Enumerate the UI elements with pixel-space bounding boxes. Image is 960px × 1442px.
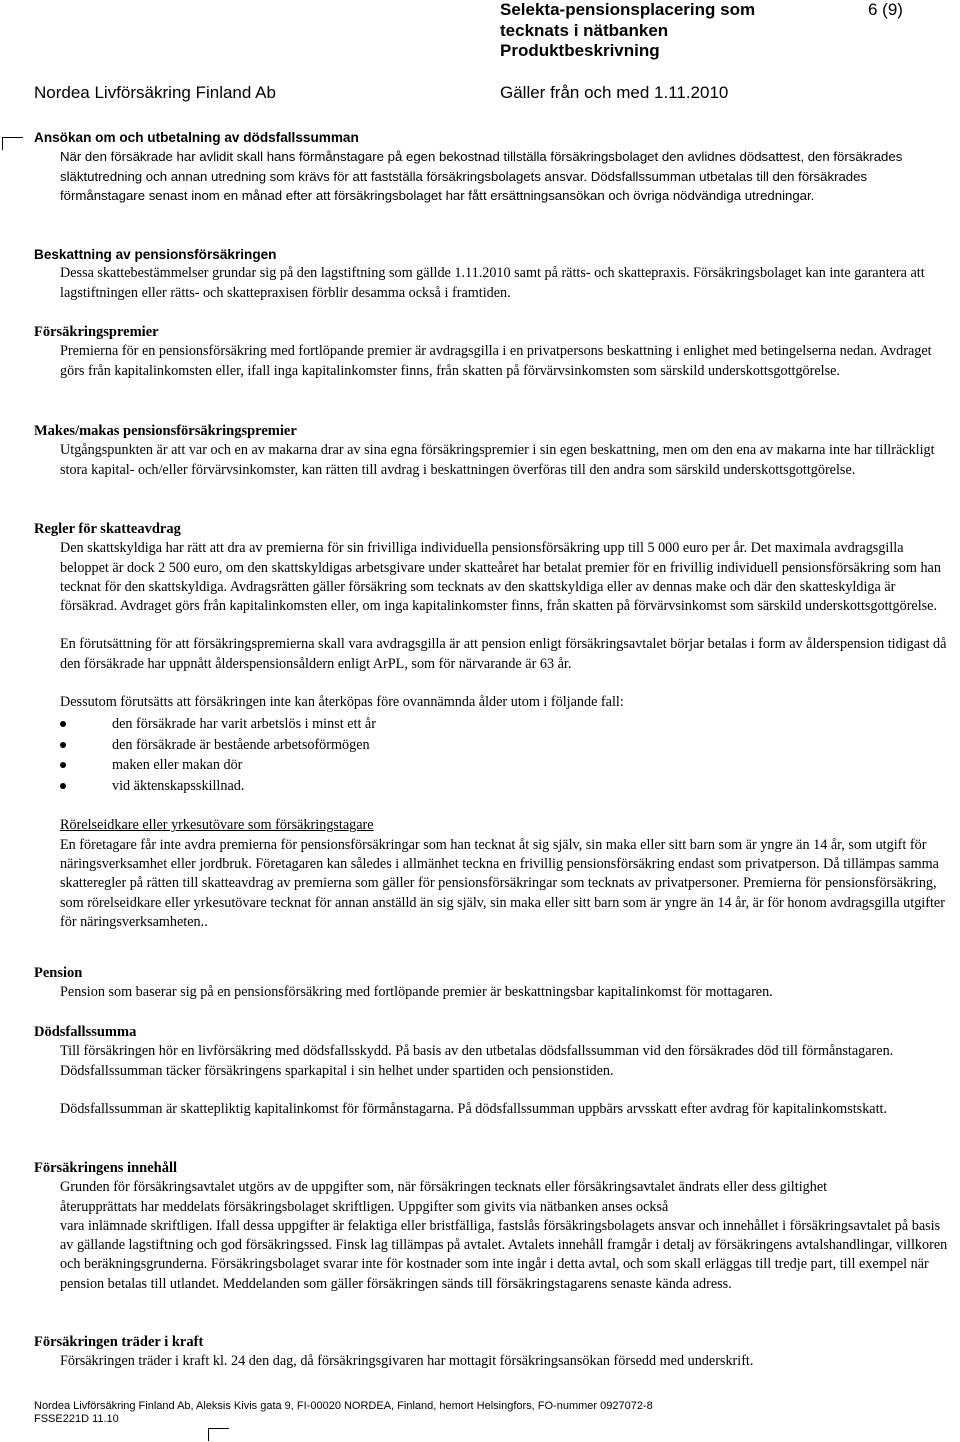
section-heading: Ansökan om och utbetalning av dödsfallssumman: [34, 130, 359, 145]
section-text: Premierna för en pensionsförsäkring med fortlöpande premier är avdragsgilla i en privatpersons beskattning i enlighet med betingelserna nedan. Avdraget görs från kapitalinkomsten eller, ifall inga kapitalinkomster finns, från skatten på förvärvsinkomsten som särskild underskottsgottgörelse.: [60, 343, 932, 379]
section-heading: Dödsfallssumma: [34, 1024, 137, 1040]
content-line-2: återupprättats har meddelats försäkringsbolaget skriftligen. Uppgifter som givits via nätbanken anses också: [60, 1198, 669, 1215]
section-heading: Försäkringen träder i kraft: [34, 1334, 204, 1350]
section-in-force: [34, 1333, 954, 1372]
content-line-1: Grunden för försäkringsavtalet utgörs av de uppgifter som, när försäkringen tecknats eller försäkringsavtalet ändrats eller dess giltighet: [60, 1179, 828, 1196]
section-death-sum: [34, 1023, 954, 1119]
section-text: Pension som baserar sig på en pensionsförsäkring med fortlöpande premier är beskattningsbar kapitalinkomst för mottagaren.: [60, 984, 773, 1001]
list-item: den försäkrade är bestående arbetsoförmögen: [60, 735, 954, 756]
section-spouse-premiums: [34, 422, 954, 480]
document-title: [500, 0, 755, 62]
section-taxation: [34, 245, 954, 303]
document-title-line-2: tecknats i nätbanken: [500, 20, 669, 40]
section-premiums: [34, 323, 954, 381]
list-item: maken eller makan dör: [60, 755, 954, 776]
section-application: [34, 128, 954, 205]
section-pension: [34, 964, 954, 1003]
footer-code: FSSE221D 11.10: [34, 1413, 119, 1425]
exception-list: [60, 714, 954, 796]
list-item: den försäkrade har varit arbetslös i minst ett år: [60, 714, 954, 735]
footer: [34, 1400, 653, 1426]
entrepreneur-subheading: Rörelseidkare eller yrkesutövare som försäkringstagare: [60, 817, 374, 834]
document-title-line-1: Selekta-pensionsplacering som: [500, 0, 756, 19]
tax-rules-paragraph-2: En förutsättning för att försäkringspremierna skall vara avdragsgilla är att pension enligt försäkringsavtalet börjar betalas i form av ålderspension tidigast då den försäkrade har uppnått ålderspensionsåldern enligt ArPL, som för närvarande är 63 år.: [60, 636, 947, 672]
death-sum-paragraph-1: Till försäkringen hör en livförsäkring med dödsfallsskydd. På basis av den utbetalas dödsfallssumman vid den försäkrades död till förmånstagaren. Dödsfallssumman täcker försäkringens sparkapital i sin helhet under spartiden och pensionstiden.: [60, 1043, 894, 1079]
document-title-line-3: Produktbeskrivning: [500, 41, 660, 60]
content-text: vara inlämnade skriftligen. Ifall dessa uppgifter är felaktiga eller bristfälliga, fastslås försäkringsbolagets ansvar och innehållet i försäkringsavtalet på basis av gällande lagstiftning och god försäkringssed. Finsk lag tillämpas på avtalet. Avtalets innehåll framgår i detalj av försäkringens avtalshandlingar, villkoren och beräkningsgrunderna. Försäkringsbolaget svarar inte för kostnader som inte ingår i detta avtal, och som skall erläggas till tredje part, till exempel när pension betalas till utlandet. Meddelanden som gäller försäkringen sänds till försäkringstagarens senaste kända adress.: [60, 1217, 948, 1292]
section-heading: Regler för skatteavdrag: [34, 521, 181, 537]
corner-mark-bottom: [208, 1428, 229, 1441]
tax-rules-paragraph-3: Dessutom förutsätts att försäkringen inte kan återköpas före ovannämnda ålder utom i följande fall:: [60, 694, 624, 711]
section-heading: Pension: [34, 965, 83, 981]
section-text: Försäkringen träder i kraft kl. 24 den dag, då försäkringsgivaren har mottagit försäkringsansökan försedd med underskrift.: [60, 1353, 754, 1370]
section-text: Dessa skattebestämmelser grundar sig på den lagstiftning som gällde 1.11.2010 samt på rätts- och skattepraxis. Försäkringsbolaget kan inte garantera att lagstiftningen eller rätts- och skattepraxisen förblir desamma också i framtiden.: [60, 265, 925, 301]
section-heading: Makes/makas pensionsförsäkringspremier: [34, 423, 297, 439]
list-item: vid äktenskapsskillnad.: [60, 776, 954, 797]
section-tax-rules: [34, 520, 954, 932]
death-sum-paragraph-2: Dödsfallssumman är skattepliktig kapitalinkomst för förmånstagarna. På dödsfallssumman uppbärs arvsskatt efter avdrag för kapitalinkomstskatt.: [60, 1100, 888, 1117]
valid-from-date: Gäller från och med 1.11.2010: [500, 83, 729, 102]
company-name: Nordea Livförsäkring Finland Ab: [34, 83, 276, 102]
section-text: När den försäkrade har avlidit skall hans förmånstagare på egen bekostnad tillställa försäkringsbolaget den avlidnes dödsattest, den försäkrades släktutredning och annan utredning som krävs för att fastställa försäkringsbolagets ansvar. Dödsfallssumman utbetalas till den försäkrades förmånstagare senast inom en månad efter att försäkringsbolaget har fått ersättningsansökan och övriga nödvändiga utredningar.: [60, 149, 903, 203]
section-heading: Försäkringens innehåll: [34, 1160, 178, 1176]
footer-address: Nordea Livförsäkring Finland Ab, Aleksis Kivis gata 9, FI-00020 NORDEA, Finland, hemort Helsingfors, FO-nummer 0927072-8: [34, 1400, 653, 1412]
section-heading: Beskattning av pensionsförsäkringen: [34, 247, 277, 262]
tax-rules-paragraph-1: Den skattskyldiga har rätt att dra av premierna för sin frivilliga individuella pensionsförsäkring upp till 5 000 euro per år. Det maximala avdragsgilla beloppet är dock 2 500 euro, om den skattskyldigas arbetsgivare under skatteåret har betalat premier för en frivillig individuell pensionsförsäkring som han tecknat för den skattskyldiga. Avdragsrätten gäller försäkring som tecknats av den skattskyldiga eller av dennas make och där den skatteskyldiga är försäkrad. Avdraget görs från kapitalinkomsten eller, om inga kapitalinkomster finns, från skatten på förvärvsinkomst som särskild underskottsgottgörelse.: [60, 540, 941, 615]
corner-mark-top: [2, 137, 23, 150]
section-text: Utgångspunkten är att var och en av makarna drar av sina egna försäkringspremier i sin egen beskattning, men om den ena av makarna inte har tillräckligt stora kapital- och/eller förvärvsinkomster, kan rätten till avdrag i beskattningen överföras till den andra som särskild underskottsgottgörelse.: [60, 442, 935, 478]
page-number: 6 (9): [868, 0, 903, 19]
section-content: [34, 1159, 954, 1294]
entrepreneur-text: En företagare får inte avdra premierna för pensionsförsäkringar som han tecknat åt sig själv, sin maka eller sitt barn som är yngre än 14 år, som utgift för näringsverksamhet eller jordbruk. Företagaren kan således i allmänhet teckna en frivillig pensionsförsäkring endast som privatperson. Då tillämpas samma skatteregler på rätten till skatteavdrag av premierna som gäller för pensionsförsäkringar som tecknats av privatpersoner. Premierna för pensionsförsäkring, som rörelseidkare eller yrkesutövare tecknat för annan anställd än sig själv, sin maka eller sitt barn som är yngre än 14 år, är för honom avdragsgilla utgifter för näringsverksamheten..: [60, 836, 945, 930]
section-heading: Försäkringspremier: [34, 324, 159, 340]
